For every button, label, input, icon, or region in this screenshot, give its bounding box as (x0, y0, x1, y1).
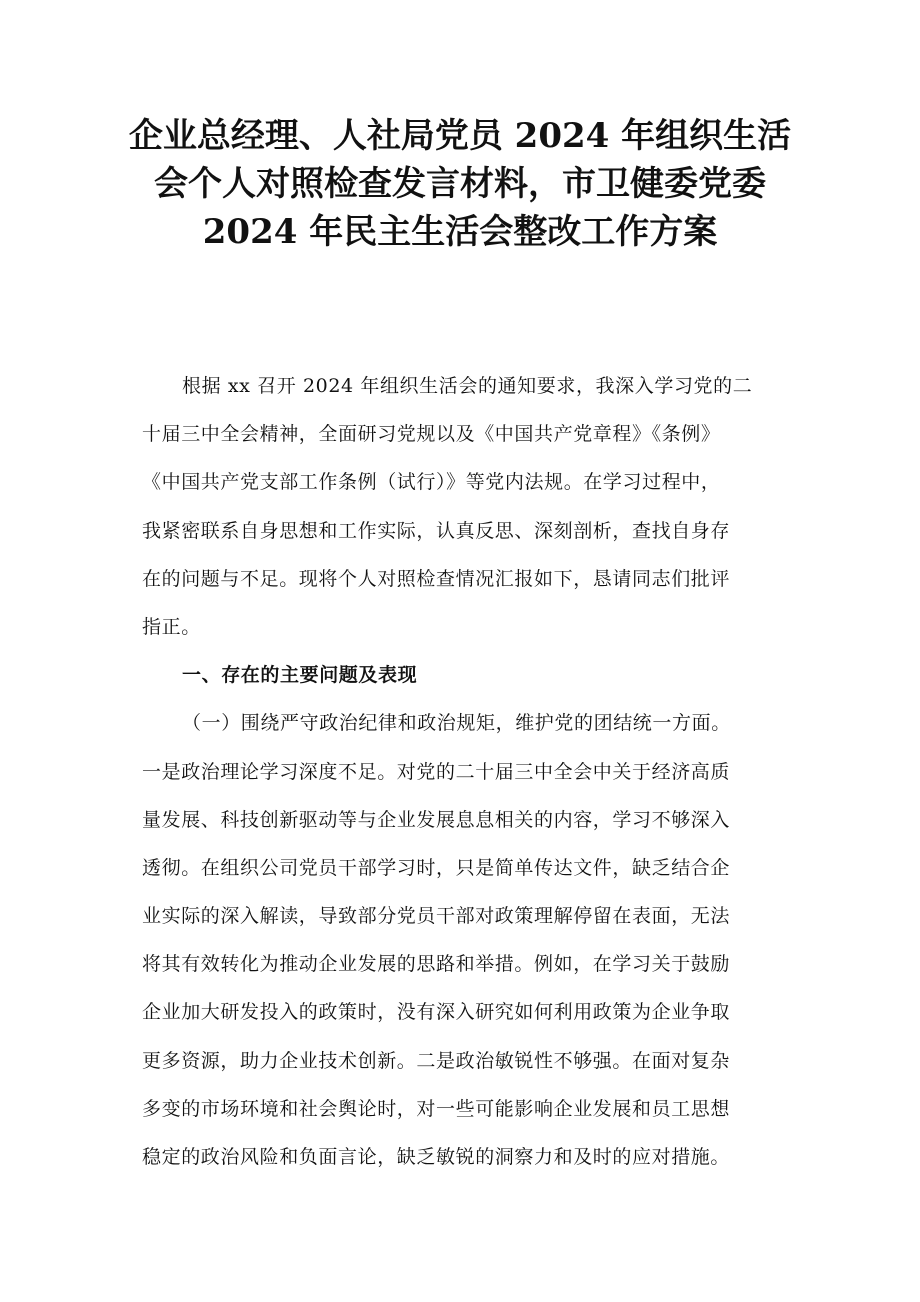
paragraph-line: 企业加大研发投入的政策时，没有深入研究如何利用政策为企业争取 (142, 1001, 731, 1024)
title-line: 会个人对照检查发言材料，市卫健委党委 (154, 164, 766, 204)
paragraph-line: 量发展、科技创新驱动等与企业发展息息相关的内容，学习不够深入 (142, 808, 731, 831)
title-line: 2024 年民主生活会整改工作方案 (202, 212, 718, 252)
document-title (100, 112, 820, 256)
paragraph-line: 指正。 (142, 615, 201, 638)
subsection-heading: （一）围绕严守政治纪律和政治规矩，维护党的团结统一方面。 (182, 712, 731, 735)
paragraph-line: 《中国共产党支部工作条例（试行）》等党内法规。在学习过程中， (142, 471, 721, 494)
paragraph-line: 多变的市场环境和社会舆论时，对一些可能影响企业发展和员工思想 (142, 1097, 731, 1120)
paragraph-line: 透彻。在组织公司党员干部学习时，只是简单传达文件，缺乏结合企 (142, 856, 731, 879)
paragraph-line: 在的问题与不足。现将个人对照检查情况汇报如下，恳请同志们批评 (142, 567, 731, 590)
paragraph-line: 将其有效转化为推动企业发展的思路和举措。例如，在学习关于鼓励 (142, 953, 731, 976)
paragraph-line: 根据 xx 召开 2024 年组织生活会的通知要求，我深入学习党的二 (182, 375, 753, 397)
paragraph-line: 一是政治理论学习深度不足。对党的二十届三中全会中关于经济高质 (142, 760, 731, 783)
title-line: 企业总经理、人社局党员 2024 年组织生活 (128, 116, 792, 156)
paragraph-line: 稳定的政治风险和负面言论，缺乏敏锐的洞察力和及时的应对措施。 (142, 1146, 731, 1168)
paragraph-line: 十届三中全会精神，全面研习党规以及《中国共产党章程》《条例》 (142, 423, 721, 446)
paragraph-line: 业实际的深入解读，导致部分党员干部对政策理解停留在表面，无法 (142, 905, 731, 928)
paragraph-line: 更多资源，助力企业技术创新。二是政治敏锐性不够强。在面对复杂 (142, 1049, 731, 1072)
paragraph-line: 我紧密联系自身思想和工作实际，认真反思、深刻剖析，查找自身存 (142, 519, 731, 542)
section-heading: 一、存在的主要问题及表现 (182, 664, 418, 687)
document-body (142, 362, 802, 1181)
